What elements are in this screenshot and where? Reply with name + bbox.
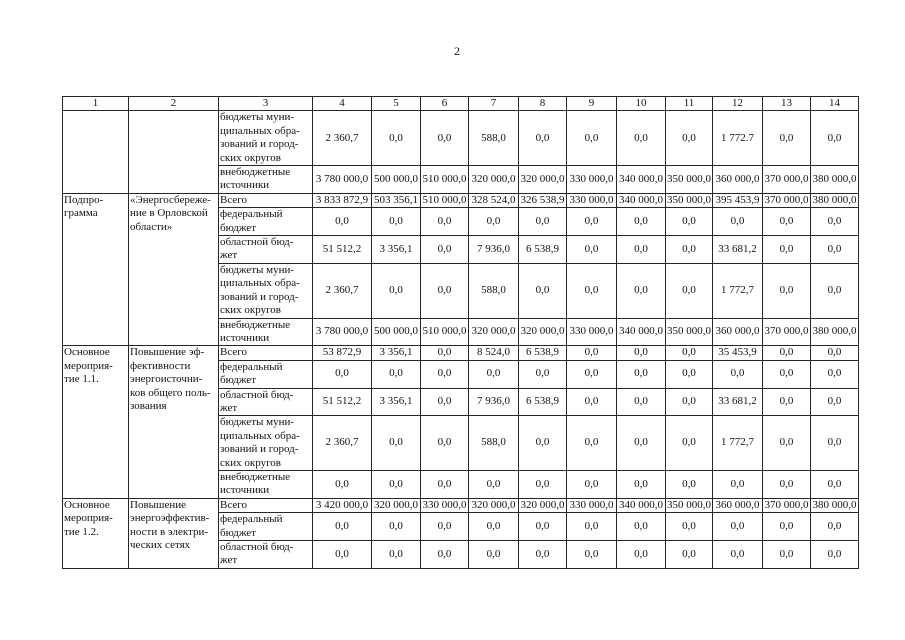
value-cell: 0,0	[469, 470, 519, 498]
value-cell: 510 000,0	[422, 193, 467, 206]
table-row	[63, 346, 859, 360]
value-cell: 0,0	[421, 513, 469, 541]
value-cell: 0,0	[811, 208, 859, 236]
funding-source-cell: областной бюд- жет	[219, 388, 313, 416]
value-cell: 0,0	[811, 263, 859, 318]
value-cell: 588,0	[469, 111, 519, 166]
column-header: 12	[713, 97, 763, 111]
value-cell: 0,0	[372, 360, 421, 388]
column-header: 9	[567, 97, 617, 111]
value-cell: 0,0	[666, 236, 713, 264]
value-cell: 0,0	[372, 541, 421, 569]
value-cell: 0,0	[519, 263, 567, 318]
value-cell: 320 000,0	[372, 498, 421, 512]
value-cell: 0,0	[811, 236, 859, 264]
value-cell: 340 000,0	[617, 193, 666, 207]
value-cell: 0,0	[811, 346, 859, 360]
value-cell: 380 000,0	[812, 498, 857, 511]
value-cell: 0,0	[372, 263, 421, 318]
funding-source-cell: областной бюд- жет	[219, 236, 313, 264]
column-header: 4	[313, 97, 372, 111]
value-cell: 340 000,0	[617, 318, 666, 346]
value-cell: 370 000,0	[763, 166, 811, 194]
value-cell: 51 512,2	[313, 236, 372, 264]
value-cell: 0,0	[617, 263, 666, 318]
value-cell: 3 356,1	[372, 346, 421, 360]
value-cell: 3 356,1	[372, 236, 421, 264]
value-cell: 0,0	[617, 470, 666, 498]
value-cell: 0,0	[519, 513, 567, 541]
funding-table	[62, 96, 859, 569]
column-header: 5	[372, 97, 421, 111]
column-header: 13	[763, 97, 811, 111]
column-header: 3	[219, 97, 313, 111]
value-cell: 350 000,0	[667, 193, 711, 206]
value-cell: 370 000,0	[764, 498, 809, 511]
value-cell: 0,0	[469, 513, 519, 541]
value-cell: 0,0	[421, 360, 469, 388]
value-cell: 0,0	[617, 111, 666, 166]
value-cell: 320 000,0	[519, 166, 567, 194]
value-cell: 370 000,0	[763, 318, 811, 346]
value-cell: 0,0	[372, 208, 421, 236]
table-header	[63, 97, 859, 111]
value-cell: 0,0	[666, 513, 713, 541]
value-cell: 0,0	[421, 111, 469, 166]
value-cell: 0,0	[421, 470, 469, 498]
value-cell: 0,0	[617, 208, 666, 236]
value-cell: 0,0	[811, 513, 859, 541]
value-cell: 51 512,2	[313, 388, 372, 416]
program-name-cell: Повышение энергоэффектив- ности в электри- ческих сетях	[129, 498, 219, 568]
value-cell: 320 000,0	[520, 498, 565, 511]
value-cell: 0,0	[421, 346, 469, 360]
value-cell: 0,0	[519, 360, 567, 388]
value-cell: 360 000,0	[713, 498, 763, 512]
value-cell: 0,0	[666, 470, 713, 498]
program-name-cell: Повышение эф- фективности энергоисточни- ков общего поль- зования	[129, 346, 219, 498]
column-header: 7	[469, 97, 519, 111]
value-cell: 0,0	[763, 470, 811, 498]
value-cell: 0,0	[666, 541, 713, 569]
value-cell: 330 000,0	[567, 498, 617, 512]
program-item-cell: Основное мероприя- тие 1.1.	[63, 346, 129, 498]
column-header: 14	[811, 97, 859, 111]
value-cell: 0,0	[763, 208, 811, 236]
value-cell: 350 000,0	[666, 318, 713, 346]
value-cell: 0,0	[617, 388, 666, 416]
value-cell: 0,0	[372, 513, 421, 541]
value-cell: 380 000,0	[811, 318, 859, 346]
value-cell: 395 453,9	[713, 193, 763, 207]
value-cell: 0,0	[519, 111, 567, 166]
value-cell: 3 420 000,0	[313, 498, 372, 512]
value-cell: 0,0	[617, 346, 666, 360]
value-cell: 0,0	[713, 541, 763, 569]
value-cell: 0,0	[666, 263, 713, 318]
value-cell: 0,0	[421, 208, 469, 236]
value-cell: 360 000,0	[713, 318, 763, 346]
column-header: 1	[63, 97, 129, 111]
funding-source-cell: внебюджетные источники	[219, 318, 313, 346]
funding-source-cell: федеральный бюджет	[219, 360, 313, 388]
value-cell: 0,0	[567, 236, 617, 264]
value-cell: 0,0	[469, 360, 519, 388]
value-cell: 320 000,0	[519, 318, 567, 346]
value-cell: 0,0	[567, 360, 617, 388]
value-cell: 0,0	[421, 388, 469, 416]
funding-source-cell: федеральный бюджет	[219, 208, 313, 236]
value-cell: 0,0	[567, 346, 617, 360]
value-cell: 0,0	[567, 111, 617, 166]
value-cell: 0,0	[567, 470, 617, 498]
value-cell: 0,0	[372, 111, 421, 166]
value-cell: 0,0	[666, 208, 713, 236]
program-item-cell: Подпро- грамма	[63, 193, 129, 345]
value-cell: 0,0	[763, 360, 811, 388]
program-item-cell: Основное мероприя- тие 1.2.	[63, 498, 129, 568]
value-cell: 0,0	[666, 416, 713, 471]
value-cell: 340 000,0	[617, 498, 666, 512]
value-cell: 33 681,2	[713, 236, 763, 264]
value-cell: 0,0	[763, 513, 811, 541]
value-cell: 0,0	[763, 416, 811, 471]
value-cell: 6 538,9	[519, 388, 567, 416]
value-cell: 7 936,0	[469, 236, 519, 264]
value-cell: 588,0	[469, 263, 519, 318]
value-cell: 0,0	[372, 470, 421, 498]
value-cell: 3 780 000,0	[313, 166, 372, 194]
page-number: 2	[454, 44, 460, 58]
value-cell: 0,0	[421, 416, 469, 471]
value-cell: 0,0	[567, 388, 617, 416]
value-cell: 0,0	[763, 111, 811, 166]
value-cell: 0,0	[617, 513, 666, 541]
value-cell: 0,0	[811, 388, 859, 416]
value-cell: 588,0	[469, 416, 519, 471]
funding-source-cell: Всего	[219, 498, 313, 512]
value-cell: 370 000,0	[764, 193, 809, 206]
value-cell: 3 780 000,0	[313, 318, 372, 346]
value-cell: 0,0	[567, 208, 617, 236]
value-cell: 0,0	[763, 236, 811, 264]
value-cell: 0,0	[811, 541, 859, 569]
value-cell: 0,0	[666, 388, 713, 416]
value-cell: 6 538,9	[519, 346, 567, 360]
value-cell: 7 936,0	[469, 388, 519, 416]
value-cell: 0,0	[469, 541, 519, 569]
value-cell: 326 538,9	[520, 193, 565, 206]
funding-source-cell: Всего	[219, 193, 313, 207]
value-cell: 6 538,9	[519, 236, 567, 264]
value-cell: 0,0	[421, 263, 469, 318]
value-cell: 350 000,0	[667, 498, 711, 511]
funding-source-cell: внебюджетные источники	[219, 470, 313, 498]
value-cell: 0,0	[313, 208, 372, 236]
value-cell: 0,0	[713, 208, 763, 236]
value-cell: 500 000,0	[372, 318, 421, 346]
value-cell: 1 772,7	[713, 416, 763, 471]
table-row	[63, 111, 859, 166]
column-header: 6	[421, 97, 469, 111]
value-cell: 53 872,9	[313, 346, 372, 360]
value-cell: 0,0	[313, 360, 372, 388]
column-header: 2	[129, 97, 219, 111]
value-cell: 0,0	[713, 470, 763, 498]
value-cell: 0,0	[763, 388, 811, 416]
table-body	[63, 111, 859, 568]
value-cell: 0,0	[666, 346, 713, 360]
value-cell: 0,0	[666, 360, 713, 388]
value-cell: 350 000,0	[666, 166, 713, 194]
program-name-cell	[129, 111, 219, 193]
value-cell: 2 360,7	[313, 263, 372, 318]
value-cell: 330 000,0	[567, 318, 617, 346]
value-cell: 503 356,1	[372, 193, 421, 207]
value-cell: 0,0	[811, 111, 859, 166]
value-cell: 35 453,9	[713, 346, 763, 360]
value-cell: 0,0	[617, 416, 666, 471]
value-cell: 0,0	[519, 541, 567, 569]
value-cell: 0,0	[313, 541, 372, 569]
value-cell: 0,0	[763, 346, 811, 360]
funding-source-cell: бюджеты муни- ципальных обра- зований и город- ских округов	[219, 416, 313, 471]
value-cell: 0,0	[811, 470, 859, 498]
value-cell: 1 772.7	[713, 111, 763, 166]
funding-source-cell: областной бюд- жет	[219, 541, 313, 569]
value-cell: 0,0	[469, 208, 519, 236]
funding-source-cell: внебюджетные источники	[219, 166, 313, 194]
value-cell: 0,0	[567, 513, 617, 541]
value-cell: 0,0	[713, 513, 763, 541]
value-cell: 0,0	[567, 541, 617, 569]
value-cell: 1 772,7	[713, 263, 763, 318]
value-cell: 0,0	[811, 360, 859, 388]
value-cell: 380 000,0	[811, 166, 859, 194]
value-cell: 320 000,0	[469, 166, 519, 194]
value-cell: 0,0	[313, 470, 372, 498]
value-cell: 2 360,7	[313, 111, 372, 166]
value-cell: 0,0	[666, 111, 713, 166]
value-cell: 510 000,0	[421, 318, 469, 346]
value-cell: 0,0	[567, 263, 617, 318]
funding-source-cell: бюджеты муни- ципальных обра- зований и город- ских округов	[219, 111, 313, 166]
value-cell: 2 360,7	[313, 416, 372, 471]
value-cell: 0,0	[519, 208, 567, 236]
value-cell: 380 000,0	[812, 193, 857, 206]
value-cell: 3 833 872,9	[313, 193, 372, 207]
column-header: 11	[666, 97, 713, 111]
value-cell: 360 000,0	[713, 166, 763, 194]
value-cell: 330 000,0	[422, 498, 467, 511]
value-cell: 0,0	[763, 263, 811, 318]
funding-source-cell: федеральный бюджет	[219, 513, 313, 541]
column-header: 8	[519, 97, 567, 111]
value-cell: 0,0	[617, 541, 666, 569]
program-item-cell	[63, 111, 129, 193]
value-cell: 8 524,0	[469, 346, 519, 360]
value-cell: 0,0	[519, 416, 567, 471]
value-cell: 320 000,0	[469, 498, 519, 512]
table-row	[63, 498, 859, 512]
header-row	[63, 97, 859, 111]
value-cell: 330 000,0	[567, 166, 617, 194]
value-cell: 0,0	[313, 513, 372, 541]
funding-source-cell: Всего	[219, 346, 313, 360]
funding-source-cell: бюджеты муни- ципальных обра- зований и город- ских округов	[219, 263, 313, 318]
value-cell: 3 356,1	[372, 388, 421, 416]
value-cell: 330 000,0	[567, 193, 617, 207]
value-cell: 0,0	[811, 416, 859, 471]
value-cell: 0,0	[372, 416, 421, 471]
value-cell: 0,0	[617, 236, 666, 264]
value-cell: 340 000,0	[617, 166, 666, 194]
value-cell: 0,0	[421, 236, 469, 264]
table-row	[63, 193, 859, 207]
value-cell: 500 000,0	[372, 166, 421, 194]
value-cell: 0,0	[617, 360, 666, 388]
value-cell: 0,0	[519, 470, 567, 498]
value-cell: 0,0	[567, 416, 617, 471]
value-cell: 0,0	[421, 541, 469, 569]
value-cell: 328 524,0	[469, 193, 519, 207]
program-name-cell: «Энергосбереже- ние в Орловской области»	[129, 193, 219, 345]
value-cell: 0,0	[713, 360, 763, 388]
value-cell: 320 000,0	[469, 318, 519, 346]
column-header: 10	[617, 97, 666, 111]
value-cell: 0,0	[763, 541, 811, 569]
value-cell: 33 681,2	[713, 388, 763, 416]
value-cell: 510 000,0	[421, 166, 469, 194]
